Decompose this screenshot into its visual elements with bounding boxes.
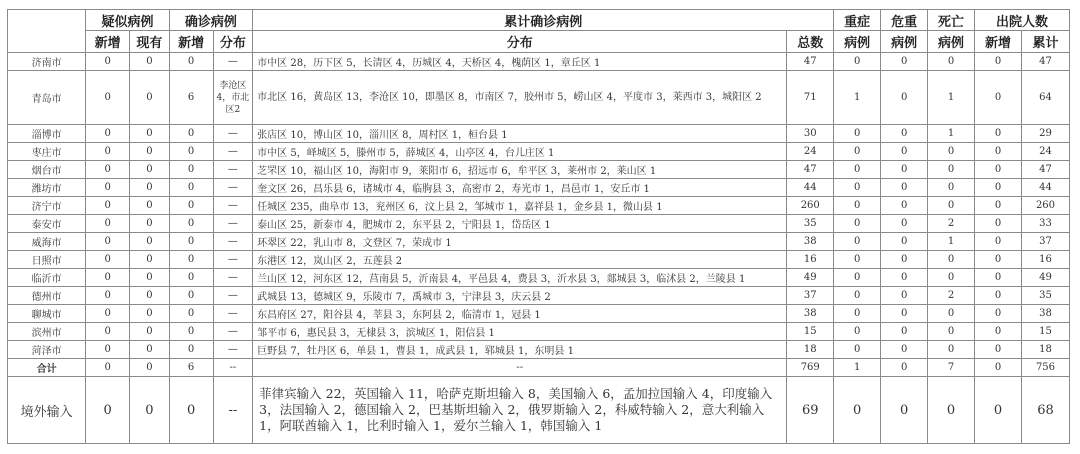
cum-total: 47 <box>787 53 834 71</box>
header-row-1 <box>8 10 1070 31</box>
con-new: 0 <box>169 161 213 179</box>
sus-new: 0 <box>86 143 130 161</box>
sus-new: 0 <box>86 287 130 305</box>
dis-new: 0 <box>975 71 1022 125</box>
city-name: 烟台市 <box>8 161 86 179</box>
severe: 1 <box>834 71 881 125</box>
city-name: 青岛市 <box>8 71 86 125</box>
con-dist: — <box>213 305 253 323</box>
city-name: 菏泽市 <box>8 341 86 359</box>
sus-new: 0 <box>86 323 130 341</box>
cum-total: 16 <box>787 251 834 269</box>
sus-current: 0 <box>130 269 170 287</box>
critical: 0 <box>881 161 928 179</box>
con-dist: — <box>213 125 253 143</box>
table-row <box>8 323 1070 341</box>
cum-total: 44 <box>787 179 834 197</box>
sus-new: 0 <box>86 197 130 215</box>
severe: 0 <box>834 125 881 143</box>
con-new: 0 <box>169 125 213 143</box>
sus-new: 0 <box>86 215 130 233</box>
con-dist: — <box>213 179 253 197</box>
death: 1 <box>928 125 975 143</box>
dis-cum: 18 <box>1021 341 1069 359</box>
con-dist: — <box>213 233 253 251</box>
dis-new: 0 <box>975 323 1022 341</box>
city-name: 滨州市 <box>8 323 86 341</box>
dis-new: 0 <box>975 215 1022 233</box>
cum-dist: 任城区 235，曲阜市 13，兖州区 6，汶上县 2，邹城市 1，嘉祥县 1，金乡县 1，微山县 1 <box>253 197 787 215</box>
table-row <box>8 161 1070 179</box>
con-dist: -- <box>213 377 253 444</box>
table-row <box>8 179 1070 197</box>
overseas-row <box>8 377 1070 444</box>
dis-cum: 24 <box>1021 143 1069 161</box>
cum-dist: 市中区 28，历下区 5，长清区 4，历城区 4，天桥区 4，槐荫区 1，章丘区 1 <box>253 53 787 71</box>
cum-dist: 邹平市 6，惠民县 3，无棣县 3，滨城区 1，阳信县 1 <box>253 323 787 341</box>
table-row <box>8 305 1070 323</box>
critical: 0 <box>881 287 928 305</box>
header-suspected: 疑似病例 <box>86 10 169 31</box>
city-name: 临沂市 <box>8 269 86 287</box>
table-row <box>8 53 1070 71</box>
header-con-new: 新增 <box>169 31 213 53</box>
sus-current: 0 <box>130 305 170 323</box>
dis-new: 0 <box>975 197 1022 215</box>
severe: 0 <box>834 305 881 323</box>
header-severe-bottom: 病例 <box>834 31 881 53</box>
con-new: 0 <box>169 377 213 444</box>
death: 0 <box>928 161 975 179</box>
severe: 0 <box>834 179 881 197</box>
con-new: 0 <box>169 305 213 323</box>
sus-current: 0 <box>130 323 170 341</box>
severe: 0 <box>834 323 881 341</box>
cum-dist: 芝罘区 10，福山区 10，海阳市 9，莱阳市 6，招远市 6，牟平区 3，莱州市 2，莱山区 1 <box>253 161 787 179</box>
con-new: 0 <box>169 215 213 233</box>
dis-cum: 37 <box>1021 233 1069 251</box>
dis-cum: 33 <box>1021 215 1069 233</box>
dis-new: 0 <box>975 161 1022 179</box>
cum-total: 18 <box>787 341 834 359</box>
sus-new: 0 <box>86 233 130 251</box>
sus-current: 0 <box>130 161 170 179</box>
con-new: 0 <box>169 143 213 161</box>
header-discharged: 出院人数 <box>975 10 1070 31</box>
sus-current: 0 <box>130 71 170 125</box>
dis-new: 0 <box>975 233 1022 251</box>
con-dist: -- <box>213 359 253 377</box>
con-new: 6 <box>169 71 213 125</box>
header-dis-new: 新增 <box>975 31 1022 53</box>
table-row <box>8 143 1070 161</box>
city-name: 德州市 <box>8 287 86 305</box>
death: 2 <box>928 215 975 233</box>
cum-dist: 奎文区 26，昌乐县 6，诸城市 4，临朐县 3，高密市 2，寿光市 1，昌邑市 1，安丘市 1 <box>253 179 787 197</box>
dis-new: 0 <box>975 251 1022 269</box>
sus-new: 0 <box>86 53 130 71</box>
critical: 0 <box>881 197 928 215</box>
cum-dist: 东昌府区 27，阳谷县 4，莘县 3，东阿县 2，临清市 1，冠县 1 <box>253 305 787 323</box>
sus-current: 0 <box>130 179 170 197</box>
cum-dist: 菲律宾输入 22，英国输入 11，哈萨克斯坦输入 8，美国输入 6，孟加拉国输入 4，印度输入 3，法国输入 2，德国输入 2，巴基斯坦输入 2，俄罗斯输入 2，科威特输入 2，意大利输入 1，阿联酋输入 1，比利时输入 1，爱尔兰输入 1，韩国输入 1 <box>253 377 787 444</box>
sus-new: 0 <box>86 71 130 125</box>
con-dist: — <box>213 341 253 359</box>
con-new: 0 <box>169 197 213 215</box>
death: 1 <box>928 233 975 251</box>
cum-total: 71 <box>787 71 834 125</box>
con-new: 0 <box>169 251 213 269</box>
header-city-blank <box>8 10 86 53</box>
dis-cum: 47 <box>1021 53 1069 71</box>
con-dist: — <box>213 53 253 71</box>
death: 0 <box>928 377 975 444</box>
city-name: 泰安市 <box>8 215 86 233</box>
dis-cum: 64 <box>1021 71 1069 125</box>
sus-current: 0 <box>130 233 170 251</box>
death: 0 <box>928 251 975 269</box>
dis-cum: 16 <box>1021 251 1069 269</box>
sus-current: 0 <box>130 143 170 161</box>
con-dist: — <box>213 161 253 179</box>
severe: 0 <box>834 197 881 215</box>
header-death-bottom: 病例 <box>928 31 975 53</box>
sus-current: 0 <box>130 125 170 143</box>
critical: 0 <box>881 233 928 251</box>
sus-new: 0 <box>86 269 130 287</box>
sus-current: 0 <box>130 251 170 269</box>
severe: 1 <box>834 359 881 377</box>
death: 0 <box>928 143 975 161</box>
death: 2 <box>928 287 975 305</box>
header-sus-new: 新增 <box>86 31 130 53</box>
con-new: 0 <box>169 233 213 251</box>
critical: 0 <box>881 359 928 377</box>
cum-total: 35 <box>787 215 834 233</box>
con-new: 0 <box>169 179 213 197</box>
header-total: 总数 <box>787 31 834 53</box>
sus-current: 0 <box>130 359 170 377</box>
critical: 0 <box>881 71 928 125</box>
dis-new: 0 <box>975 359 1022 377</box>
table-row <box>8 197 1070 215</box>
city-name: 济南市 <box>8 53 86 71</box>
cum-dist: 市北区 16，黄岛区 13，李沧区 10，即墨区 8，市南区 7，胶州市 5，崂山区 4，平度市 3，莱西市 3，城阳区 2 <box>253 71 787 125</box>
dis-cum: 29 <box>1021 125 1069 143</box>
header-death-top: 死亡 <box>928 10 975 31</box>
sus-current: 0 <box>130 53 170 71</box>
cum-total: 38 <box>787 305 834 323</box>
header-critical-top: 危重 <box>881 10 928 31</box>
city-name: 枣庄市 <box>8 143 86 161</box>
dis-new: 0 <box>975 125 1022 143</box>
header-critical-bottom: 病例 <box>881 31 928 53</box>
header-row-2 <box>8 31 1070 53</box>
city-name: 聊城市 <box>8 305 86 323</box>
death: 7 <box>928 359 975 377</box>
city-name: 日照市 <box>8 251 86 269</box>
sus-current: 0 <box>130 377 170 444</box>
dis-new: 0 <box>975 269 1022 287</box>
sus-new: 0 <box>86 179 130 197</box>
cum-total: 24 <box>787 143 834 161</box>
dis-cum: 756 <box>1021 359 1069 377</box>
sus-current: 0 <box>130 341 170 359</box>
severe: 0 <box>834 377 881 444</box>
dis-new: 0 <box>975 143 1022 161</box>
dis-cum: 260 <box>1021 197 1069 215</box>
critical: 0 <box>881 125 928 143</box>
total-row <box>8 359 1070 377</box>
sus-new: 0 <box>86 359 130 377</box>
sus-new: 0 <box>86 377 130 444</box>
cum-dist: 环翠区 22，乳山市 8，文登区 7，荣成市 1 <box>253 233 787 251</box>
header-cum-dist: 分布 <box>253 31 787 53</box>
cum-total: 69 <box>787 377 834 444</box>
header-severe-top: 重症 <box>834 10 881 31</box>
dis-cum: 38 <box>1021 305 1069 323</box>
dis-cum: 49 <box>1021 269 1069 287</box>
epidemic-table <box>7 9 1070 444</box>
critical: 0 <box>881 251 928 269</box>
cum-dist: 市中区 5，峄城区 5，滕州市 5，薛城区 4，山亭区 4，台儿庄区 1 <box>253 143 787 161</box>
cum-total: 15 <box>787 323 834 341</box>
city-name: 威海市 <box>8 233 86 251</box>
cum-total: 260 <box>787 197 834 215</box>
con-dist: — <box>213 323 253 341</box>
dis-new: 0 <box>975 179 1022 197</box>
critical: 0 <box>881 269 928 287</box>
dis-new: 0 <box>975 377 1022 444</box>
severe: 0 <box>834 215 881 233</box>
city-name: 淄博市 <box>8 125 86 143</box>
dis-new: 0 <box>975 287 1022 305</box>
cum-dist: -- <box>253 359 787 377</box>
severe: 0 <box>834 233 881 251</box>
con-dist: — <box>213 197 253 215</box>
overseas-label: 境外输入 <box>8 377 86 444</box>
cum-dist: 巨野县 7，牡丹区 6，单县 1，曹县 1，成武县 1，郓城县 1，东明县 1 <box>253 341 787 359</box>
city-name: 济宁市 <box>8 197 86 215</box>
sus-current: 0 <box>130 215 170 233</box>
table-row <box>8 233 1070 251</box>
table-row <box>8 341 1070 359</box>
severe: 0 <box>834 251 881 269</box>
death: 0 <box>928 305 975 323</box>
cum-dist: 张店区 10，博山区 10，淄川区 8，周村区 1，桓台县 1 <box>253 125 787 143</box>
table-row <box>8 71 1070 125</box>
cum-total: 769 <box>787 359 834 377</box>
severe: 0 <box>834 341 881 359</box>
con-dist: — <box>213 251 253 269</box>
city-name: 潍坊市 <box>8 179 86 197</box>
sus-new: 0 <box>86 161 130 179</box>
table-row <box>8 215 1070 233</box>
con-dist: — <box>213 287 253 305</box>
table-row <box>8 251 1070 269</box>
sus-new: 0 <box>86 305 130 323</box>
severe: 0 <box>834 143 881 161</box>
death: 0 <box>928 53 975 71</box>
con-new: 0 <box>169 53 213 71</box>
severe: 0 <box>834 161 881 179</box>
cum-dist: 武城县 13，德城区 9，乐陵市 7，禹城市 3，宁津县 3，庆云县 2 <box>253 287 787 305</box>
death: 0 <box>928 179 975 197</box>
dis-cum: 44 <box>1021 179 1069 197</box>
dis-cum: 68 <box>1021 377 1069 444</box>
cum-total: 30 <box>787 125 834 143</box>
sus-new: 0 <box>86 341 130 359</box>
critical: 0 <box>881 305 928 323</box>
cum-dist: 兰山区 12，河东区 12，莒南县 5，沂南县 4，平邑县 4，费县 3，沂水县 3，郯城县 3，临沭县 2，兰陵县 1 <box>253 269 787 287</box>
critical: 0 <box>881 143 928 161</box>
cum-total: 37 <box>787 287 834 305</box>
header-confirmed: 确诊病例 <box>169 10 252 31</box>
con-dist: — <box>213 143 253 161</box>
dis-cum: 35 <box>1021 287 1069 305</box>
dis-cum: 15 <box>1021 323 1069 341</box>
sus-current: 0 <box>130 287 170 305</box>
con-new: 0 <box>169 287 213 305</box>
cum-total: 49 <box>787 269 834 287</box>
severe: 0 <box>834 287 881 305</box>
total-label: 合计 <box>8 359 86 377</box>
con-new: 0 <box>169 323 213 341</box>
con-dist: — <box>213 269 253 287</box>
header-con-dist: 分布 <box>213 31 253 53</box>
severe: 0 <box>834 53 881 71</box>
sus-current: 0 <box>130 197 170 215</box>
dis-new: 0 <box>975 53 1022 71</box>
death: 0 <box>928 341 975 359</box>
critical: 0 <box>881 179 928 197</box>
critical: 0 <box>881 377 928 444</box>
table-row <box>8 287 1070 305</box>
critical: 0 <box>881 323 928 341</box>
critical: 0 <box>881 341 928 359</box>
death: 0 <box>928 323 975 341</box>
header-dis-cum: 累计 <box>1021 31 1069 53</box>
con-dist: — <box>213 215 253 233</box>
header-cumulative: 累计确诊病例 <box>253 10 834 31</box>
cum-dist: 东港区 12，岚山区 2，五莲县 2 <box>253 251 787 269</box>
con-dist: 李沧区4，市北区2 <box>213 71 253 125</box>
header-sus-current: 现有 <box>130 31 170 53</box>
sus-new: 0 <box>86 125 130 143</box>
cum-total: 47 <box>787 161 834 179</box>
cum-total: 38 <box>787 233 834 251</box>
table-row <box>8 125 1070 143</box>
death: 1 <box>928 71 975 125</box>
table-row <box>8 269 1070 287</box>
sus-new: 0 <box>86 251 130 269</box>
dis-new: 0 <box>975 305 1022 323</box>
death: 0 <box>928 269 975 287</box>
critical: 0 <box>881 215 928 233</box>
dis-cum: 47 <box>1021 161 1069 179</box>
con-new: 0 <box>169 269 213 287</box>
critical: 0 <box>881 53 928 71</box>
con-new: 6 <box>169 359 213 377</box>
death: 0 <box>928 197 975 215</box>
dis-new: 0 <box>975 341 1022 359</box>
severe: 0 <box>834 269 881 287</box>
cum-dist: 泰山区 25，新泰市 4，肥城市 2，东平县 2，宁阳县 1，岱岳区 1 <box>253 215 787 233</box>
con-new: 0 <box>169 341 213 359</box>
